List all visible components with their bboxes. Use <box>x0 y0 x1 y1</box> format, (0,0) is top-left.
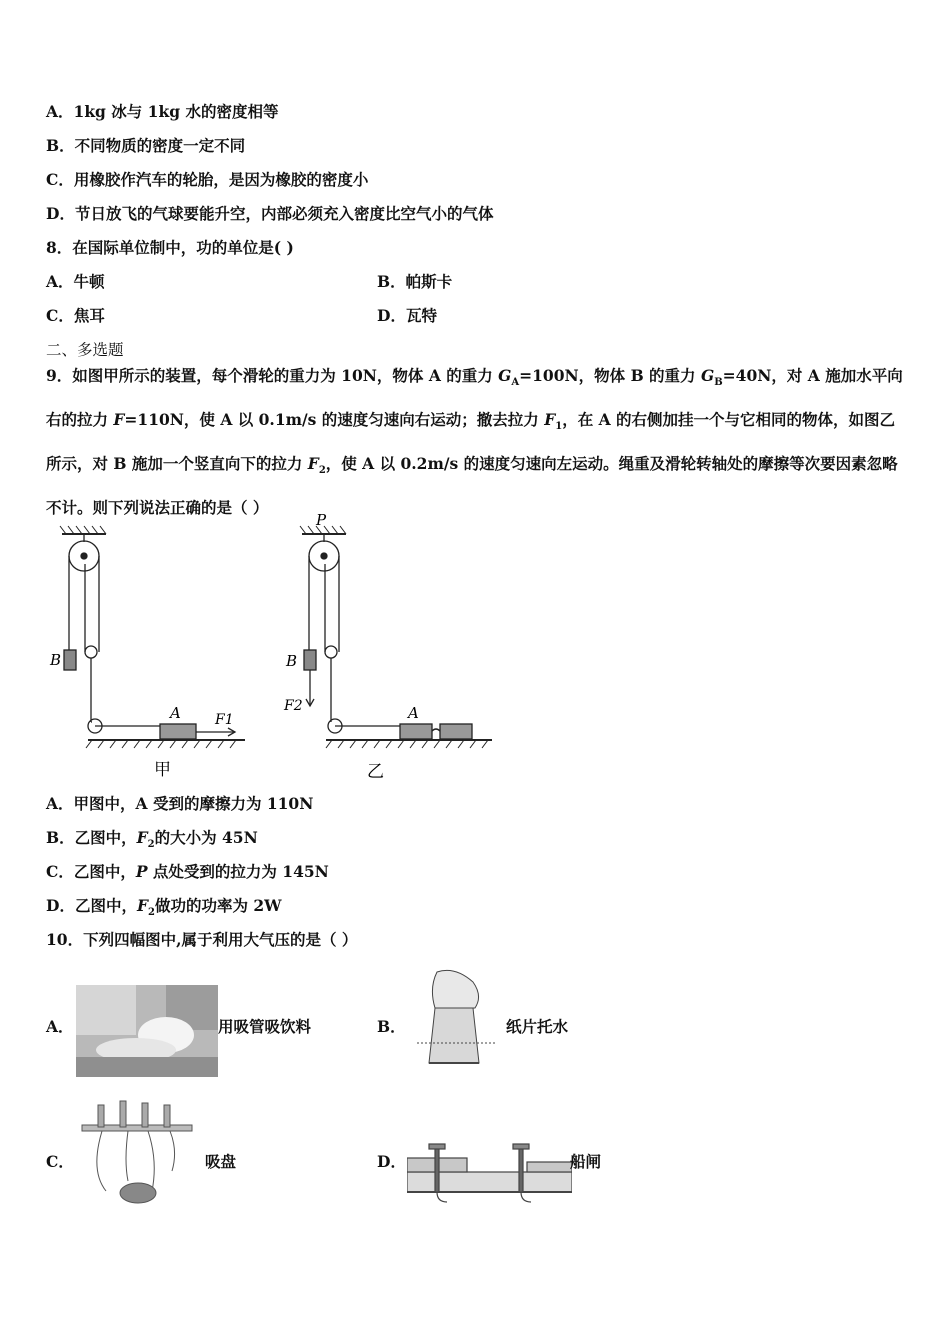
caption-yi: 乙 <box>367 762 384 782</box>
q8-stem: 8．在国际单位制中，功的单位是( ) <box>46 238 294 257</box>
q8-option-a: A．牛顿 <box>46 272 105 291</box>
suction-cup-image <box>78 1097 196 1209</box>
section-heading: 二、多选题 <box>46 341 124 359</box>
ship-lock-image <box>407 1138 572 1206</box>
q9-option-d: D．乙图中，$F_2$做功的功率为 2W <box>46 896 282 919</box>
q8-option-d: D．瓦特 <box>377 306 437 325</box>
q10-option-b-caption: 纸片托水 <box>506 1017 569 1036</box>
label-b2: B <box>286 652 298 670</box>
q10-stem: 10．下列四幅图中,属于利用大气压的是（ ） <box>46 930 358 949</box>
q10-option-a-caption: 用吸管吸饮料 <box>218 1017 312 1036</box>
label-f2: F2 <box>284 698 303 714</box>
label-p: P <box>316 511 327 529</box>
label-a2: A <box>408 704 419 722</box>
q9-stem: 9．如图甲所示的装置，每个滑轮的重力为 10N，物体 A 的重力 $G_A=100N$，物体 B 的重力 $G_B=40N$，对 A 施加水平向右的拉力 F=110N，使 A 以 0.1m/s 的速度匀速向右运动；撤去拉力 $F_1$，在 A 的右侧加挂一个与它相同的物体，如图乙所示，对 B 施加一个竖直向下的拉力 $F_2$，使 A 以 0.2m/s 的速度匀速向左运动。绳重及滑轮转轴处的摩擦等次要因素忽略不计。则下列说法正确的是（ ） <box>46 366 903 518</box>
q7-option-d: D．节日放飞的气球要能升空，内部必须充入密度比空气小的气体 <box>46 204 494 223</box>
label-a: A <box>170 704 181 722</box>
pulley-figure-yi <box>280 510 500 782</box>
q10-option-b-letter: B． <box>377 1017 406 1036</box>
q7-option-a: A．1kg 冰与 1kg 水的密度相等 <box>46 102 279 121</box>
drinking-straw-image <box>76 985 218 1077</box>
label-b: B <box>50 651 62 669</box>
q9-option-a: A．甲图中，A 受到的摩擦力为 110N <box>46 794 314 813</box>
paper-holds-water-image <box>407 968 497 1078</box>
q10-option-d-caption: 船闸 <box>570 1152 602 1171</box>
caption-jia: 甲 <box>154 760 171 780</box>
q7-option-b: B．不同物质的密度一定不同 <box>46 136 246 155</box>
q10-option-c-caption: 吸盘 <box>205 1152 237 1171</box>
q9-option-b: B．乙图中，$F_2$的大小为 45N <box>46 828 258 851</box>
q10-option-d-letter: D． <box>377 1152 406 1171</box>
label-f1: F1 <box>215 712 234 728</box>
q10-option-a-letter: A． <box>46 1017 74 1036</box>
q9-option-c: C．乙图中，P 点处受到的拉力为 145N <box>46 862 329 881</box>
pulley-figure-jia <box>40 512 270 782</box>
q10-option-c-letter: C． <box>46 1152 74 1171</box>
q8-option-b: B．帕斯卡 <box>377 272 453 291</box>
q7-option-c: C．用橡胶作汽车的轮胎，是因为橡胶的密度小 <box>46 170 369 189</box>
q8-option-c: C．焦耳 <box>46 306 105 325</box>
